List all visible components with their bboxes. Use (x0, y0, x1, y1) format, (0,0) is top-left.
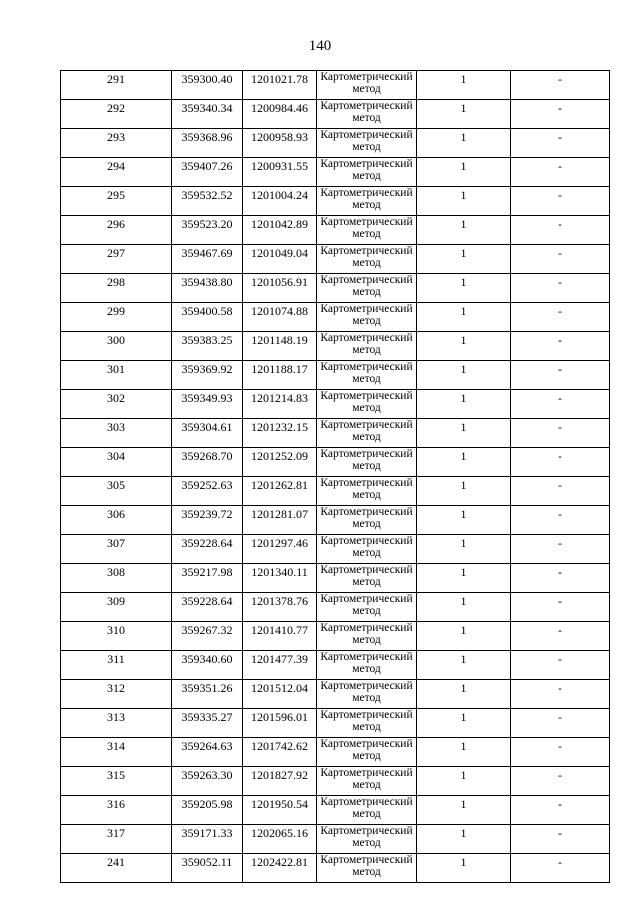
method-text: Картометрический метод (320, 158, 413, 182)
x-coordinate-cell: 359252.63 (172, 477, 243, 506)
point-number-cell: 294 (61, 158, 172, 187)
x-coordinate-cell: 359351.26 (172, 680, 243, 709)
accuracy-cell: 1 (417, 158, 511, 187)
method-text: Картометрический метод (320, 477, 413, 501)
note-cell: - (511, 303, 610, 332)
method-cell (317, 535, 417, 564)
y-coordinate-cell: 1201148.19 (243, 332, 317, 361)
accuracy-cell: 1 (417, 680, 511, 709)
accuracy-cell: 1 (417, 506, 511, 535)
point-number-cell: 299 (61, 303, 172, 332)
method-text: Картометрический метод (320, 216, 413, 240)
table-body (61, 71, 610, 883)
method-cell (317, 390, 417, 419)
y-coordinate-cell: 1201004.24 (243, 187, 317, 216)
x-coordinate-cell: 359340.60 (172, 651, 243, 680)
note-cell: - (511, 390, 610, 419)
y-coordinate-cell: 1201214.83 (243, 390, 317, 419)
method-text: Картометрический метод (320, 796, 413, 820)
method-cell (317, 854, 417, 883)
method-text: Картометрический метод (320, 738, 413, 762)
method-cell (317, 477, 417, 506)
accuracy-cell: 1 (417, 129, 511, 158)
accuracy-cell: 1 (417, 738, 511, 767)
method-text: Картометрический метод (320, 564, 413, 588)
table-row (61, 477, 610, 506)
y-coordinate-cell: 1201252.09 (243, 448, 317, 477)
table-row (61, 535, 610, 564)
point-number-cell: 310 (61, 622, 172, 651)
accuracy-cell: 1 (417, 825, 511, 854)
table-row (61, 593, 610, 622)
table-row (61, 216, 610, 245)
method-text: Картометрический метод (320, 506, 413, 530)
y-coordinate-cell: 1200958.93 (243, 129, 317, 158)
point-number-cell: 296 (61, 216, 172, 245)
method-cell (317, 158, 417, 187)
point-number-cell: 301 (61, 361, 172, 390)
method-text: Картометрический метод (320, 825, 413, 849)
table-row (61, 187, 610, 216)
note-cell: - (511, 71, 610, 100)
method-text: Картометрический метод (320, 71, 413, 95)
method-text: Картометрический метод (320, 100, 413, 124)
table-row (61, 332, 610, 361)
point-number-cell: 241 (61, 854, 172, 883)
note-cell: - (511, 825, 610, 854)
point-number-cell: 314 (61, 738, 172, 767)
method-cell (317, 448, 417, 477)
method-text: Картометрический метод (320, 593, 413, 617)
note-cell: - (511, 564, 610, 593)
point-number-cell: 311 (61, 651, 172, 680)
method-cell (317, 709, 417, 738)
x-coordinate-cell: 359239.72 (172, 506, 243, 535)
x-coordinate-cell: 359349.93 (172, 390, 243, 419)
y-coordinate-cell: 1201477.39 (243, 651, 317, 680)
point-number-cell: 313 (61, 709, 172, 738)
table-row (61, 419, 610, 448)
accuracy-cell: 1 (417, 767, 511, 796)
table-row (61, 854, 610, 883)
accuracy-cell: 1 (417, 448, 511, 477)
note-cell: - (511, 854, 610, 883)
point-number-cell: 317 (61, 825, 172, 854)
method-cell (317, 419, 417, 448)
note-cell: - (511, 100, 610, 129)
x-coordinate-cell: 359267.32 (172, 622, 243, 651)
method-text: Картометрический метод (320, 129, 413, 153)
table-row (61, 129, 610, 158)
note-cell: - (511, 506, 610, 535)
x-coordinate-cell: 359532.52 (172, 187, 243, 216)
note-cell: - (511, 274, 610, 303)
method-cell (317, 274, 417, 303)
accuracy-cell: 1 (417, 477, 511, 506)
table-row (61, 71, 610, 100)
method-cell (317, 303, 417, 332)
table-row (61, 303, 610, 332)
accuracy-cell: 1 (417, 535, 511, 564)
x-coordinate-cell: 359052.11 (172, 854, 243, 883)
y-coordinate-cell: 1201827.92 (243, 767, 317, 796)
table-row (61, 274, 610, 303)
method-cell (317, 651, 417, 680)
table-row (61, 564, 610, 593)
method-cell (317, 245, 417, 274)
point-number-cell: 295 (61, 187, 172, 216)
x-coordinate-cell: 359335.27 (172, 709, 243, 738)
point-number-cell: 315 (61, 767, 172, 796)
method-cell (317, 506, 417, 535)
y-coordinate-cell: 1202422.81 (243, 854, 317, 883)
y-coordinate-cell: 1201042.89 (243, 216, 317, 245)
accuracy-cell: 1 (417, 854, 511, 883)
x-coordinate-cell: 359400.58 (172, 303, 243, 332)
accuracy-cell: 1 (417, 71, 511, 100)
method-text: Картометрический метод (320, 390, 413, 414)
y-coordinate-cell: 1201297.46 (243, 535, 317, 564)
accuracy-cell: 1 (417, 361, 511, 390)
accuracy-cell: 1 (417, 419, 511, 448)
page-number: 140 (308, 38, 332, 54)
method-cell (317, 825, 417, 854)
x-coordinate-cell: 359268.70 (172, 448, 243, 477)
table-row (61, 680, 610, 709)
x-coordinate-cell: 359300.40 (172, 71, 243, 100)
y-coordinate-cell: 1201281.07 (243, 506, 317, 535)
method-text: Картометрический метод (320, 303, 413, 327)
x-coordinate-cell: 359217.98 (172, 564, 243, 593)
table-row (61, 767, 610, 796)
method-text: Картометрический метод (320, 332, 413, 356)
table-row (61, 448, 610, 477)
table-row (61, 361, 610, 390)
accuracy-cell: 1 (417, 332, 511, 361)
note-cell: - (511, 593, 610, 622)
point-number-cell: 316 (61, 796, 172, 825)
method-cell (317, 796, 417, 825)
accuracy-cell: 1 (417, 564, 511, 593)
x-coordinate-cell: 359304.61 (172, 419, 243, 448)
note-cell: - (511, 767, 610, 796)
method-cell (317, 332, 417, 361)
accuracy-cell: 1 (417, 622, 511, 651)
accuracy-cell: 1 (417, 245, 511, 274)
point-number-cell: 304 (61, 448, 172, 477)
table-row (61, 506, 610, 535)
y-coordinate-cell: 1201262.81 (243, 477, 317, 506)
method-text: Картометрический метод (320, 448, 413, 472)
y-coordinate-cell: 1201950.54 (243, 796, 317, 825)
y-coordinate-cell: 1201074.88 (243, 303, 317, 332)
x-coordinate-cell: 359467.69 (172, 245, 243, 274)
accuracy-cell: 1 (417, 390, 511, 419)
x-coordinate-cell: 359228.64 (172, 535, 243, 564)
method-text: Картометрический метод (320, 419, 413, 443)
method-text: Картометрический метод (320, 361, 413, 385)
method-text: Картометрический метод (320, 187, 413, 211)
table-row (61, 100, 610, 129)
accuracy-cell: 1 (417, 100, 511, 129)
table-row (61, 651, 610, 680)
y-coordinate-cell: 1201056.91 (243, 274, 317, 303)
method-cell (317, 622, 417, 651)
point-number-cell: 298 (61, 274, 172, 303)
note-cell: - (511, 535, 610, 564)
y-coordinate-cell: 1202065.16 (243, 825, 317, 854)
note-cell: - (511, 245, 610, 274)
point-number-cell: 308 (61, 564, 172, 593)
method-cell (317, 738, 417, 767)
x-coordinate-cell: 359383.25 (172, 332, 243, 361)
method-text: Картометрический метод (320, 535, 413, 559)
method-cell (317, 129, 417, 158)
note-cell: - (511, 448, 610, 477)
x-coordinate-cell: 359523.20 (172, 216, 243, 245)
note-cell: - (511, 738, 610, 767)
method-cell (317, 593, 417, 622)
note-cell: - (511, 361, 610, 390)
x-coordinate-cell: 359205.98 (172, 796, 243, 825)
point-number-cell: 305 (61, 477, 172, 506)
y-coordinate-cell: 1201410.77 (243, 622, 317, 651)
note-cell: - (511, 187, 610, 216)
y-coordinate-cell: 1200984.46 (243, 100, 317, 129)
method-cell (317, 216, 417, 245)
method-text: Картометрический метод (320, 709, 413, 733)
table-row (61, 245, 610, 274)
point-number-cell: 307 (61, 535, 172, 564)
point-number-cell: 306 (61, 506, 172, 535)
note-cell: - (511, 477, 610, 506)
y-coordinate-cell: 1201378.76 (243, 593, 317, 622)
coordinates-table (60, 70, 610, 883)
y-coordinate-cell: 1201512.04 (243, 680, 317, 709)
note-cell: - (511, 216, 610, 245)
point-number-cell: 293 (61, 129, 172, 158)
note-cell: - (511, 332, 610, 361)
accuracy-cell: 1 (417, 651, 511, 680)
accuracy-cell: 1 (417, 796, 511, 825)
method-text: Картометрический метод (320, 622, 413, 646)
note-cell: - (511, 680, 610, 709)
table-row (61, 622, 610, 651)
x-coordinate-cell: 359264.63 (172, 738, 243, 767)
x-coordinate-cell: 359407.26 (172, 158, 243, 187)
method-text: Картометрический метод (320, 767, 413, 791)
note-cell: - (511, 158, 610, 187)
point-number-cell: 292 (61, 100, 172, 129)
y-coordinate-cell: 1201021.78 (243, 71, 317, 100)
accuracy-cell: 1 (417, 216, 511, 245)
method-cell (317, 361, 417, 390)
point-number-cell: 309 (61, 593, 172, 622)
x-coordinate-cell: 359263.30 (172, 767, 243, 796)
accuracy-cell: 1 (417, 274, 511, 303)
method-text: Картометрический метод (320, 854, 413, 878)
y-coordinate-cell: 1200931.55 (243, 158, 317, 187)
x-coordinate-cell: 359438.80 (172, 274, 243, 303)
x-coordinate-cell: 359368.96 (172, 129, 243, 158)
y-coordinate-cell: 1201049.04 (243, 245, 317, 274)
x-coordinate-cell: 359171.33 (172, 825, 243, 854)
method-cell (317, 187, 417, 216)
method-cell (317, 680, 417, 709)
method-cell (317, 767, 417, 796)
table-row (61, 709, 610, 738)
accuracy-cell: 1 (417, 187, 511, 216)
method-cell (317, 71, 417, 100)
table-row (61, 158, 610, 187)
table-row (61, 825, 610, 854)
table-row (61, 738, 610, 767)
accuracy-cell: 1 (417, 303, 511, 332)
note-cell: - (511, 129, 610, 158)
y-coordinate-cell: 1201596.01 (243, 709, 317, 738)
x-coordinate-cell: 359228.64 (172, 593, 243, 622)
point-number-cell: 300 (61, 332, 172, 361)
y-coordinate-cell: 1201188.17 (243, 361, 317, 390)
note-cell: - (511, 622, 610, 651)
method-text: Картометрический метод (320, 651, 413, 675)
method-cell (317, 100, 417, 129)
table-row (61, 390, 610, 419)
table-row (61, 796, 610, 825)
y-coordinate-cell: 1201742.62 (243, 738, 317, 767)
point-number-cell: 297 (61, 245, 172, 274)
x-coordinate-cell: 359369.92 (172, 361, 243, 390)
y-coordinate-cell: 1201232.15 (243, 419, 317, 448)
y-coordinate-cell: 1201340.11 (243, 564, 317, 593)
method-text: Картометрический метод (320, 680, 413, 704)
accuracy-cell: 1 (417, 709, 511, 738)
method-text: Картометрический метод (320, 245, 413, 269)
note-cell: - (511, 419, 610, 448)
note-cell: - (511, 709, 610, 738)
method-cell (317, 564, 417, 593)
point-number-cell: 312 (61, 680, 172, 709)
method-text: Картометрический метод (320, 274, 413, 298)
note-cell: - (511, 796, 610, 825)
note-cell: - (511, 651, 610, 680)
point-number-cell: 291 (61, 71, 172, 100)
point-number-cell: 303 (61, 419, 172, 448)
x-coordinate-cell: 359340.34 (172, 100, 243, 129)
accuracy-cell: 1 (417, 593, 511, 622)
point-number-cell: 302 (61, 390, 172, 419)
